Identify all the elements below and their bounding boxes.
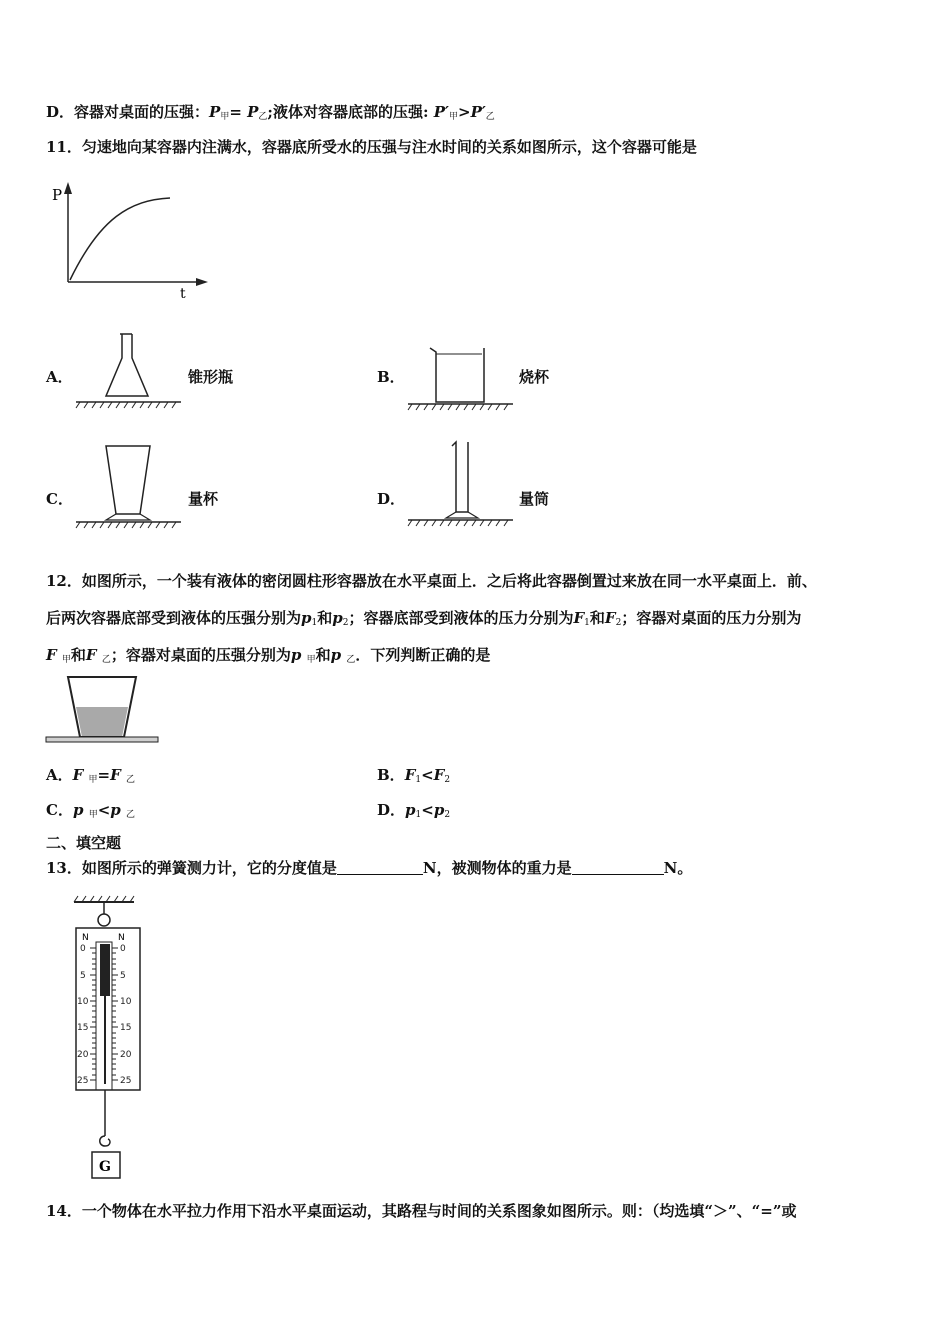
conical-flask-icon	[76, 330, 186, 410]
answer-blank-2[interactable]	[572, 860, 664, 875]
tick-left-25: 25	[77, 1076, 89, 1086]
q11-option-d-label: D．	[377, 490, 406, 508]
q14-stem: 14．一个物体在水平拉力作用下沿水平桌面运动，其路程与时间的关系图象如图所示。则：（均选填“＞”、“=”或	[46, 1202, 797, 1220]
graduated-cylinder-icon	[408, 440, 518, 532]
graph-y-label: P	[52, 186, 63, 204]
q12-line2: 后两次容器底部受到液体的压强分别为$p_1$和$p_2$；容器底部受到液体的压力分别为$F_1$和$F_2$；容器对桌面的压力分别为	[46, 609, 802, 628]
q11-option-a-label: A．	[46, 368, 73, 386]
q10-option-d: D．容器对桌面的压强：$P_甲= P_乙$;液体对容器底部的压强: $P'_甲>P'_乙$	[46, 103, 495, 122]
q12-option-a: A．F $_甲$=F $_乙$	[46, 766, 136, 785]
weight-label: G	[99, 1159, 111, 1175]
q12-option-c: C．p $_甲$<p $_乙$	[46, 801, 136, 820]
beaker-icon	[408, 340, 518, 412]
answer-blank-1[interactable]	[337, 860, 423, 875]
tick-right-0: 0	[120, 944, 126, 954]
tick-right-10: 10	[120, 997, 132, 1007]
q11-option-c-name: 量杯	[188, 490, 219, 508]
q11-option-c-label: C．	[46, 490, 73, 508]
q12-option-d: D．$p_1<p_2$	[377, 801, 451, 820]
q11-option-a-name: 锥形瓶	[188, 368, 234, 386]
tick-right-15: 15	[120, 1023, 132, 1033]
unit-right: N	[118, 933, 125, 943]
tick-left-0: 0	[80, 944, 86, 954]
q12-line3: F $_甲$和F $_乙$；容器对桌面的压强分别为p $_甲$和p $_乙$．下列判断正确的是	[46, 646, 491, 665]
tick-right-20: 20	[120, 1050, 132, 1060]
tick-right-5: 5	[120, 971, 126, 981]
q11-stem: 11．匀速地向某容器内注满水，容器底所受水的压强与注水时间的关系如图所示，这个容器可能是	[46, 138, 697, 156]
unit-left: N	[82, 933, 89, 943]
measuring-cup-icon	[76, 442, 186, 532]
tick-left-10: 10	[77, 997, 89, 1007]
q11-option-d-name: 量筒	[519, 490, 550, 508]
graph-x-label: t	[180, 286, 186, 302]
q11-option-b-label: B．	[377, 368, 405, 386]
section-heading: 二、填空题	[46, 834, 122, 852]
pressure-time-graph	[40, 178, 220, 308]
q12-line1: 12．如图所示，一个装有液体的密闭圆柱形容器放在水平桌面上．之后将此容器倒置过来放在同一水平桌面上．前、	[46, 572, 817, 590]
tick-left-15: 15	[77, 1023, 89, 1033]
tick-right-25: 25	[120, 1076, 132, 1086]
q11-option-b-name: 烧杯	[519, 368, 550, 386]
sealed-container-figure	[46, 675, 161, 745]
tick-left-5: 5	[80, 971, 86, 981]
spring-scale-figure	[70, 896, 150, 1186]
q13-stem: 13．如图所示的弹簧测力计，它的分度值是 N，被测物体的重力是 N。	[46, 859, 693, 877]
q12-option-b: B．$F_1<F_2$	[377, 766, 451, 785]
tick-left-20: 20	[77, 1050, 89, 1060]
